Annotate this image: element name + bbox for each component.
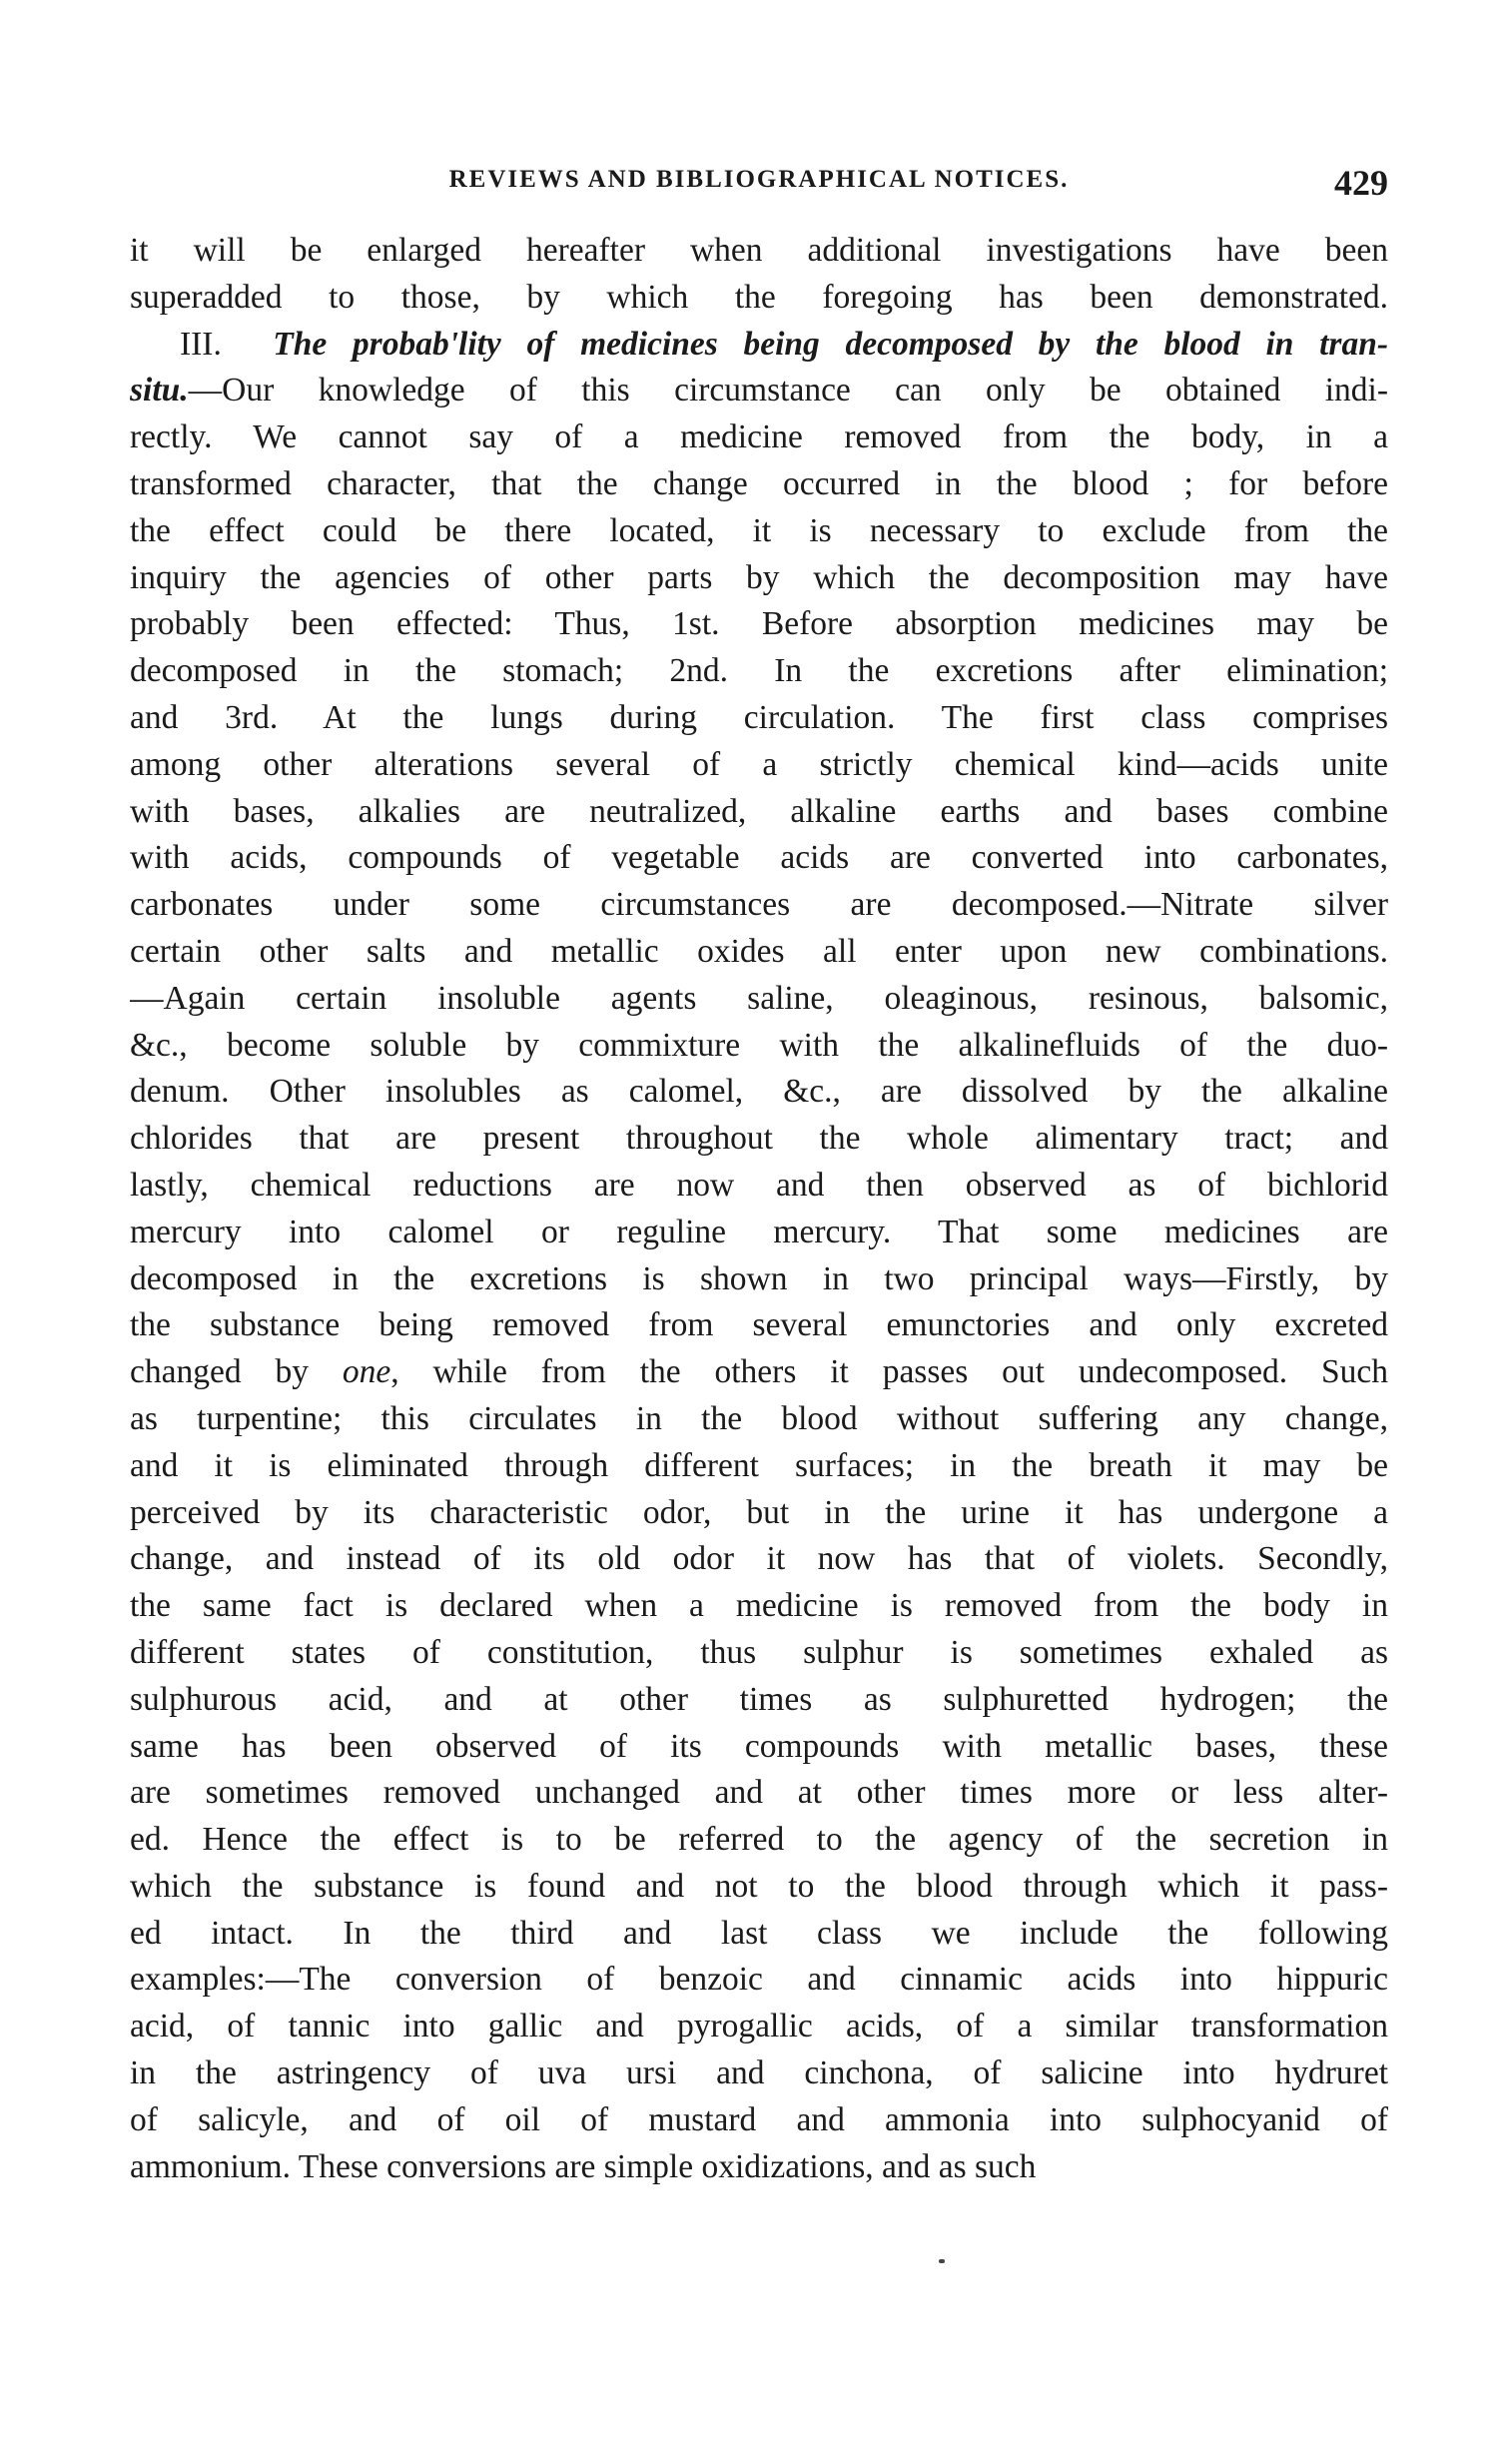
page-header — [130, 162, 1388, 202]
page-number: 429 — [1334, 163, 1388, 203]
text-fragment: , while from the others it passes out undecomposed. Such — [390, 1353, 1388, 1391]
text-line — [130, 368, 1388, 414]
section-heading-continued: situ. — [130, 372, 189, 409]
text-line: change, and instead of its old odor it now has that of violets. Secondly, — [130, 1540, 1388, 1578]
text-line: decomposed in the stomach; 2nd. In the excretions after elimination; — [130, 652, 1388, 690]
body-text — [130, 228, 1388, 2190]
text-line: are sometimes removed unchanged and at other times more or less alter- — [130, 1774, 1388, 1812]
print-speck — [939, 2259, 945, 2263]
text-line: certain other salts and metallic oxides all enter upon new combinations. — [130, 932, 1388, 970]
text-line: sulphurous acid, and at other times as sulphuretted hydrogen; the — [130, 1680, 1388, 1718]
text-line: carbonates under some circumstances are decomposed.—Nitrate silver — [130, 886, 1388, 924]
text-line: rectly. We cannot say of a medicine removed from the body, in a — [130, 418, 1388, 456]
text-line: and it is eliminated through different surfaces; in the breath it may be — [130, 1446, 1388, 1484]
text-line: ed. Hence the effect is to be referred to the agency of the secretion in — [130, 1821, 1388, 1859]
text-line: with bases, alkalies are neutralized, alkaline earths and bases combine — [130, 792, 1388, 830]
text-line: it will be enlarged hereafter when additional investigations have been — [130, 232, 1388, 269]
text-line: decomposed in the excretions is shown in two principal ways—Firstly, by — [130, 1259, 1388, 1297]
text-line: chlorides that are present throughout the whole alimentary tract; and — [130, 1120, 1388, 1158]
text-line: examples:—The conversion of benzoic and cinnamic acids into hippuric — [130, 1961, 1388, 1999]
section-heading: The probab'lity of medicines being decomposed by the blood in tran- — [273, 325, 1388, 363]
text-line: and 3rd. At the lungs during circulation. The first class comprises — [130, 698, 1388, 736]
text-line: denum. Other insolubles as calomel, &c., are dissolved by the alkaline — [130, 1073, 1388, 1111]
text-line: acid, of tannic into gallic and pyrogallic acids, of a similar transformation — [130, 2008, 1388, 2045]
text-line: superadded to those, by which the foregoing has been demonstrated. — [130, 278, 1388, 316]
text-line: ed intact. In the third and last class we include the following — [130, 1914, 1388, 1952]
text-line: inquiry the agencies of other parts by which the decomposition may have — [130, 558, 1388, 596]
text-line: transformed character, that the change occurred in the blood ; for before — [130, 464, 1388, 502]
text-fragment: changed by — [130, 1353, 343, 1391]
text-line: &c., become soluble by commixture with the alkalinefluids of the duo- — [130, 1026, 1388, 1064]
text-line: lastly, chemical reductions are now and then observed as of bichlorid — [130, 1166, 1388, 1204]
text-line: which the substance is found and not to the blood through which it pass- — [130, 1867, 1388, 1905]
text-line: among other alterations several of a strictly chemical kind—acids unite — [130, 745, 1388, 783]
text-line: different states of constitution, thus sulphur is sometimes exhaled as — [130, 1633, 1388, 1671]
section-heading-line — [130, 322, 1388, 369]
text-line: the same fact is declared when a medicine is removed from the body in — [130, 1587, 1388, 1625]
text-line: with acids, compounds of vegetable acids are converted into carbonates, — [130, 839, 1388, 877]
text-line — [130, 1349, 1388, 1396]
text-line: same has been observed of its compounds with metallic bases, these — [130, 1727, 1388, 1765]
text-line: —Again certain insoluble agents saline, oleaginous, resinous, balsomic, — [130, 979, 1388, 1017]
text-line-rest: —Our knowledge of this circumstance can only be obtained indi- — [188, 372, 1388, 409]
text-line: in the astringency of uva ursi and cinchona, of salicine into hydruret — [130, 2054, 1388, 2092]
emphasis-word: one — [342, 1353, 391, 1391]
text-line: mercury into calomel or reguline mercury. That some medicines are — [130, 1213, 1388, 1250]
text-line: as turpentine; this circulates in the blood without suffering any change, — [130, 1399, 1388, 1437]
section-numeral: III. — [180, 325, 222, 363]
text-line: perceived by its characteristic odor, but in the urine it has undergone a — [130, 1493, 1388, 1531]
running-title: REVIEWS AND BIBLIOGRAPHICAL NOTICES. — [448, 166, 1070, 193]
text-line: the effect could be there located, it is necessary to exclude from the — [130, 511, 1388, 549]
text-line: of salicyle, and of oil of mustard and ammonia into sulphocyanid of — [130, 2100, 1388, 2138]
text-line-last: ammonium. These conversions are simple oxidizations, and as such — [130, 2147, 1037, 2185]
text-line: probably been effected: Thus, 1st. Before absorption medicines may be — [130, 605, 1388, 643]
text-line: the substance being removed from several emunctories and only excreted — [130, 1306, 1388, 1344]
